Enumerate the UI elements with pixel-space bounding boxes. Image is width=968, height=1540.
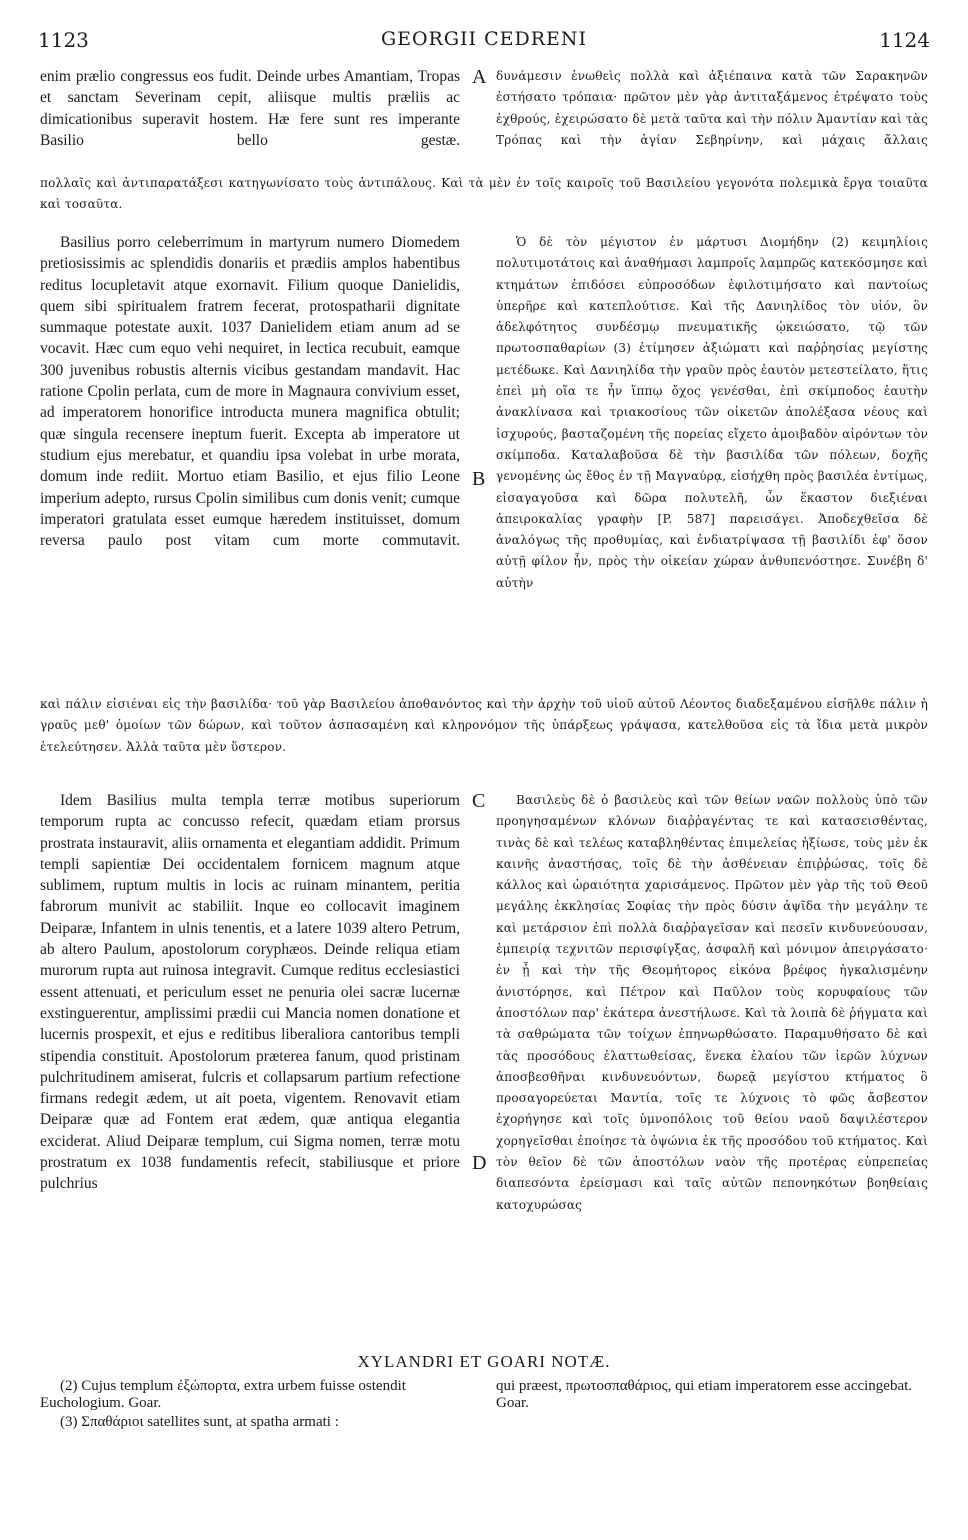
margin-marker-b: B <box>472 468 486 490</box>
footnote-3: (3) Σπαθάριοι satellites sunt, at spatha armati : <box>60 1414 339 1430</box>
greek-fullwidth-block-1: πολλαῖς καὶ ἀντιπαρατάξεσι κατηγωνίσατο τοὺς ἀντιπάλους. Καὶ τὰ μὲν ἐν τοῖς καιροῖς τοῦ Βασιλείου γεγονότα πολεμικὰ ἔργα τοιαῦτα καὶ τοσαῦτα. <box>40 176 928 212</box>
notes-heading: XYLANDRI ET GOARI NOTÆ. <box>357 1352 611 1371</box>
latin-text-block-1: enim prælio congressus eos fudit. Deinde urbes Amantiam, Tropas et sanctam Severinam cepit, aliisque multis præliis ac dimicationibus superavit hostem. Hæ fere sunt res imperante Basilio bello gestæ. <box>40 68 460 149</box>
footnote-3-continued: qui præest, πρωτοσπαθάριος, qui etiam imperatorem esse accingebat. Goar. <box>496 1378 913 1411</box>
page-number-left: 1123 <box>38 28 89 52</box>
margin-marker-c: C <box>472 790 486 812</box>
latin-text-block-3: Idem Basilius multa templa terræ motibus superiorum temporum rupta ac concusso refecit, quædam etiam prorsus prostrata instauravit, aliis ornamenta et elegantiam addidit. Primum templi sapientiæ Dei occidentalem fornicem magnum atque sublimem, ruptum multis in locis ac ruinam minantem, peritia fabrorum munivit ac stabiliit. Inque eo collocavit imaginem Deiparæ, Infantem in ulnis tenentis, et a latere 1039 altero Petrum, ab altero Paulum, apostolorum coryphæos. Deinde reliqua etiam murorum rupta aut ruinosa integravit. Cumque reditus ecclesiastici essent attenuati, et periculum esset ne penuria olei sacræ lucernæ exstinguerentur, amplissimi prædii cui Mancia nomen donatione et lucernis prospexit, et ejus e reditibus liberaliora cantoribus templi stipendia constituit. Apostolorum præterea fanum, quod pristinam pulchritudinem amiserat, fulcris et collapsarum partium refectione firmans redegit ædem, ut ait poeta, vigentem. Renovavit etiam Deiparæ quæ ad Fontem erat ædem, quæ antiqua elegantia exciderat. Aliud Deiparæ templum, cui Sigma nomen, terræ motu prostratum ex 1038 fundamentis refecit, stabiliusque et priore pulchrius <box>40 792 460 1193</box>
margin-marker-a: A <box>472 66 487 88</box>
greek-text-block-1: δυνάμεσιν ἑνωθεὶς πολλὰ καὶ ἀξιέπαινα κατὰ τῶν Σαρακηνῶν ἐστήσατο τρόπαια· πρῶτον μὲν γὰρ ἀντιταξάμενος ἐτρέψατο τοὺς ἐχθρούς, ἐχειρώσατο δὲ μετὰ ταῦτα καὶ τὴν πόλιν Ἀμαντίαν καὶ τὰς Τρόπας καὶ τὴν ἁγίαν Σεβηρίνην, καὶ μάχαις ἄλλαις <box>496 69 928 147</box>
latin-text-block-2: Basilius porro celeberrimum in martyrum numero Diomedem pretiosissimis ac splendidis donariis et prædiis amplos habentibus reditus locupletavit atque exornavit. Filium quoque Danielidis, quem sibi spiritualem fratrem fecerat, protospatharii dignitate summaque potestate auxit. 1037 Danielidem etiam anum ad se vocavit. Hæc cum equo vehi nequiret, in lectica recubuit, eamque 300 juvenibus robustis alternis vicibus gestandam mandavit. Hac ratione Cpolin perlata, cum de more in Magnaura convivium esset, ad imperatorem honorifice introducta munera magnifica obtulit; quæ singula recensere ineptum fuerit. Excepta ab imperatore ut studium ejus merebatur, et quandiu ipsa volebat in urbe morata, domum inde rediit. Mortuo etiam Basilio, et ejus filio Leone imperium adepto, rursus Cpolin similibus cum donis venit; cumque imperatori gratulata esset eumque hæredem instituisset, domum reversa paulo post vitam cum morte commutavit. <box>40 234 460 550</box>
footnote-2: (2) Cujus templum ἐξώπορτα, extra urbem fuisse ostendit Euchologium. Goar. <box>40 1378 406 1411</box>
page-number-right: 1124 <box>879 28 930 52</box>
running-header <box>38 28 930 60</box>
running-title: GEORGII CEDRENI <box>380 28 588 50</box>
greek-text-block-2: Ὁ δὲ τὸν μέγιστον ἐν μάρτυσι Διομήδην (2) κειμηλίοις πολυτιμοτάτοις καὶ ἀναθήμασι λαμπροῖς λαμπρῶς κατεκόσμησε καὶ κτημάτων ἐπιδόσει εὐπροσόδων ἐφιλοτιμήσατο καὶ παντοίως ὑπερῆρε καὶ κατεπλούτισε. Καὶ τῆς Δανιηλίδος τὸν υἱόν, ὃν ἀδελφότητος συνδέσμῳ πνευματικῆς ᾠκειώσατο, τῷ τῶν πρωτοσπαθαρίων (3) ἐτίμησεν ἀξιώματι καὶ παῤῥησίας μεγίστης μετέδωκε. Καὶ Δανιηλίδα τὴν γραῦν πρὸς ἑαυτὸν μετεστείλατο, ἥτις ἐπεὶ μὴ οἵα τε ἦν ἵππῳ ὄχος γενέσθαι, ἐπὶ σκίμποδος ἑαυτὴν ἀνακλίνασα καὶ τριακοσίους τῶν οἰκετῶν ἀπολέξασα νέους καὶ ἰσχυρούς, βασταζομένη τῆς πορείας εἴχετο ἀμοιβαδὸν αἰρόντων τὸν σκίμποδα. Καταλαβοῦσα δὲ τὴν βασιλίδα τῶν πόλεων, δοχῆς γενομένης ὡς ἔθος ἐν τῇ Μαγναύρᾳ, εἰσήχθη πρὸς βασιλέα ἐντίμως, εἰσαγαγοῦσα καὶ δῶρα πολυτελῆ, ὧν ἕκαστον διεξιέναι ἀπειροκαλίας γραφὴν [P. 587] παρεισάγει. Ἀποδεχθεῖσα δὲ ἀναλόγως τῆς προθυμίας, καὶ ἐνδιατρίψασα τῇ βασιλίδι ἐφ' ὅσον αὐτῇ φίλον ἦν, πρὸς τὴν οἰκείαν χώραν ἀνθυπενόστησε. Συνέβη δ' αὐτὴν <box>496 235 928 590</box>
margin-marker-d: D <box>472 1152 487 1174</box>
greek-fullwidth-block-2: καὶ πάλιν εἰσιέναι εἰς τὴν βασιλίδα· τοῦ γὰρ Βασιλείου ἀποθανόντος καὶ τὴν ἀρχὴν τοῦ υἱοῦ αὐτοῦ Λέοντος διαδεξαμένου εἰσῆλθε πάλιν ἡ γραῦς μεθ' ὁμοίων τῶν δώρων, καὶ τοῦτον ἀσπασαμένη καὶ κληρονόμον τῆς ὑπάρξεως γράψασα, κατελθοῦσα εἰς τὰ ἴδια μετὰ μικρὸν ἐτελεύτησεν. Ἀλλὰ ταῦτα μὲν ὕστερον. <box>40 697 928 754</box>
greek-text-block-3: Βασιλεὺς δὲ ὁ βασιλεὺς καὶ τῶν θείων ναῶν πολλοὺς ὑπὸ τῶν προηγησαμένων κλόνων διαῤῥαγέντας τε καὶ κατασεισθέντας, τινὰς δὲ καὶ τελέως καταβληθέντας ἐπιμελείας ἠξίωσε, τοὺς μὲν ἐκ καινῆς ἀναστήσας, τοῖς δὲ τὴν ἀσθένειαν ἐπιῤῥώσας, τοῖς δὲ κάλλος καὶ ὡραιότητα χαρισάμενος. Πρῶτον μὲν γὰρ τῆς τοῦ Θεοῦ μεγάλης ἐκκλησίας Σοφίας τὴν πρὸς δύσιν ἀψῖδα τὴν μεγάλην τε καὶ μετάρσιον ἐπὶ πολλὰ διαῤῥαγεῖσαν καὶ πεσεῖν κινδυνεύουσαν, ἐμπειρίᾳ τεχνιτῶν περισφίγξας, ἀσφαλῆ καὶ μόνιμον ἀπειργάσατο· ἐν ᾗ καὶ τὴν τῆς Θεομήτορος εἰκόνα βρέφος ἠγκαλισμένην ἀνιστόρησε, καὶ Πέτρον καὶ Παῦλον τοὺς κορυφαίους τῶν ἀποστόλων παρ' ἑκάτερα ἀνεστήλωσε. Καὶ τὰ λοιπὰ δὲ ῥήγματα καὶ τὰ σαθρώματα τῶν τοίχων ἐπηνωρθώσατο. Παραμυθήσατο δὲ καὶ τὰς προσόδους ἐλαττωθείσας, ἕνεκα ἐλαίου τῶν ἱερῶν λύχνων ἀποσβεσθῆναι κινδυνευόντων, δωρεᾷ μεγίστου κτήματος ὃ προσαγορεύεται Μαντία, τοῖς τε λύχνοις τὸ φῶς ἄσβεστον ἐχορήγησε καὶ τοῖς ὑμνοπόλοις τοῦ θείου ναοῦ δαψιλέστερον χορηγεῖσθαι ἐποίησε τὰ ὀψώνια ἐκ τῆς προσόδου τοῦ κτήματος. Καὶ τὸν θεῖον δὲ τῶν ἀποστόλων ναὸν τῆς προτέρας εὐπρεπείας διαπεσόντα ἐρείσμασι καὶ ταῖς αὐτῶν πεπονηκότων βοηθείαις κατοχυρώσας <box>496 793 928 1212</box>
